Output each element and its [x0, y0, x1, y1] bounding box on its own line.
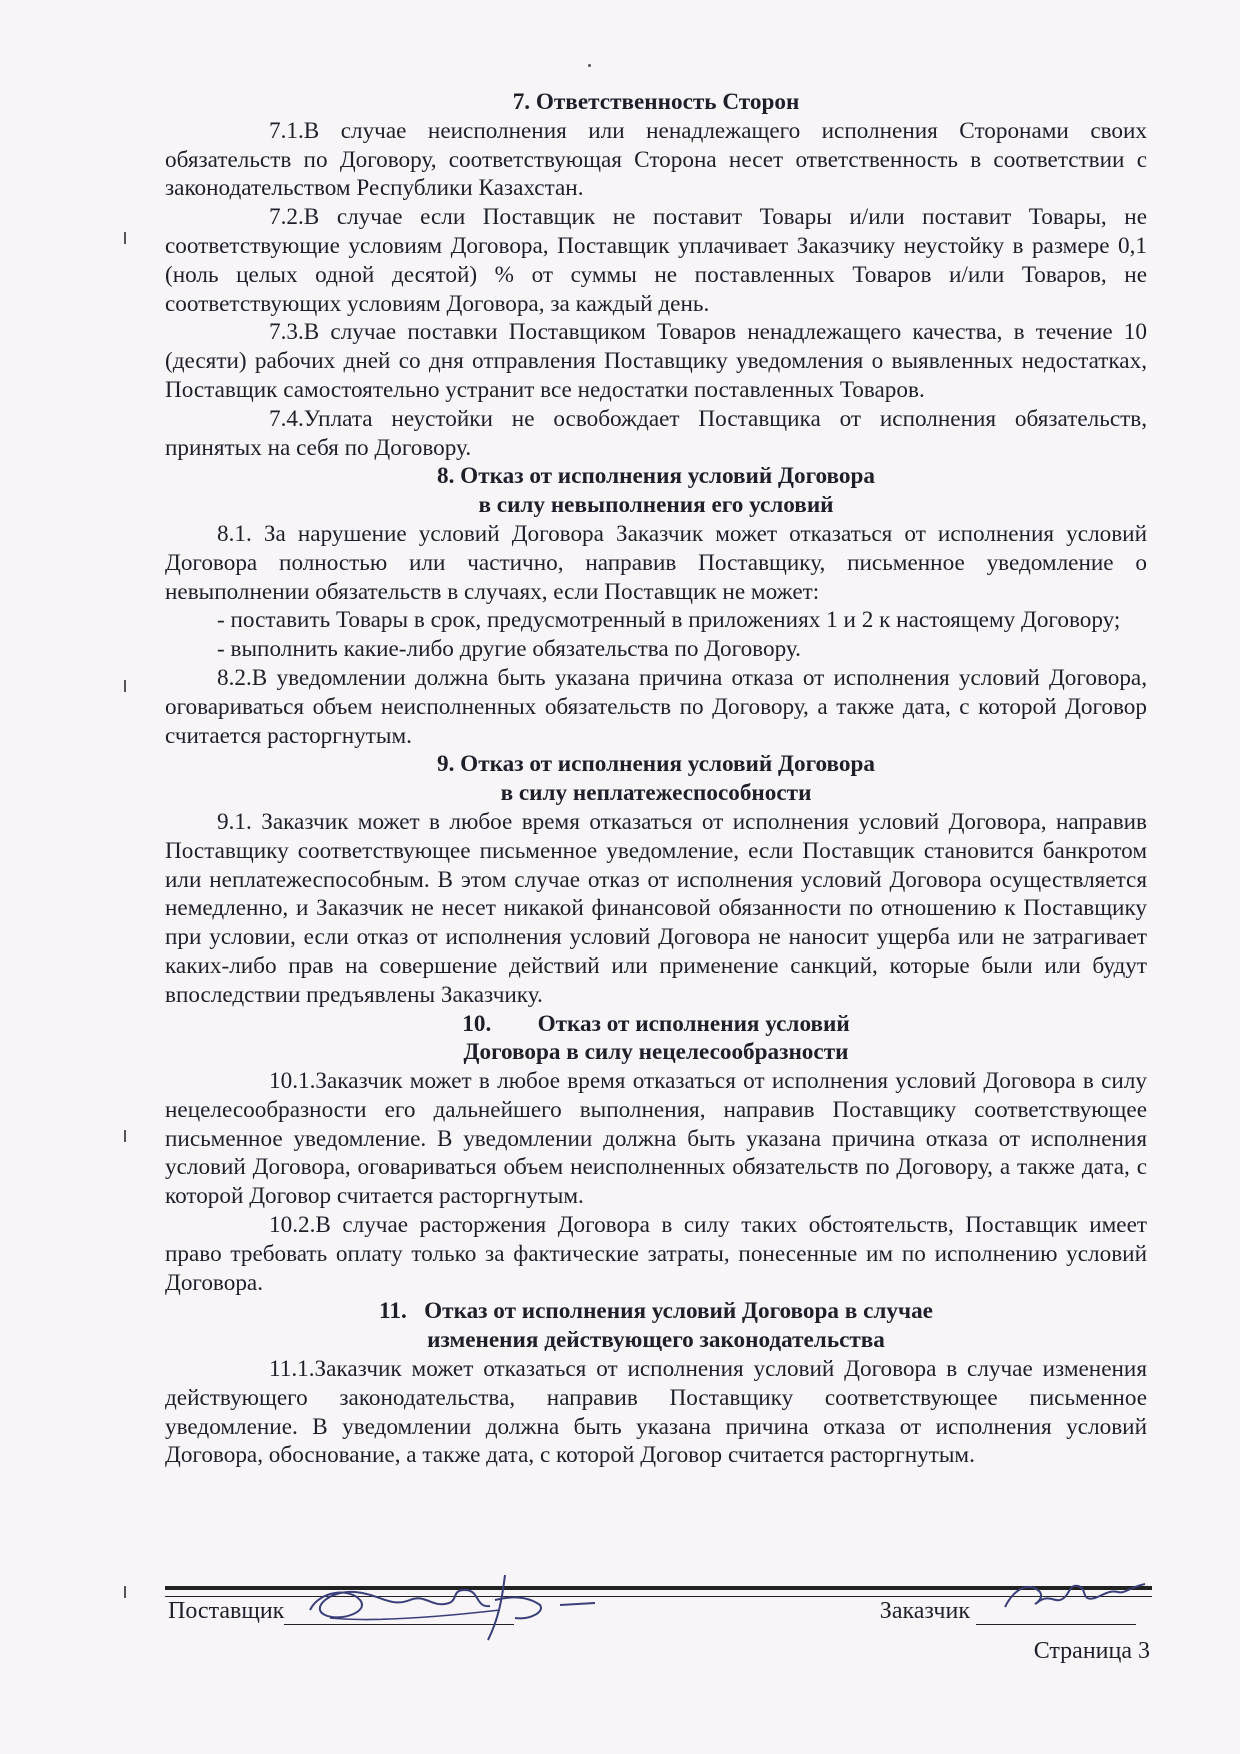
clause-7-4: 7.4.Уплата неустойки не освобождает Поставщика от исполнения обязательств, принятых на себя по Договору.: [165, 405, 1147, 461]
margin-mark: [124, 1586, 126, 1598]
list-item: - поставить Товары в срок, предусмотренный в приложениях 1 и 2 к настоящему Договору;: [217, 607, 1121, 634]
customer-handwritten-signature: [1000, 1572, 1150, 1622]
margin-mark: [124, 680, 126, 692]
section-10-subheading: Договора в силу нецелесообразности: [463, 1039, 849, 1066]
clause-10-1: 10.1.Заказчик может в любое время отказаться от исполнения условий Договора в силу нецелесообразности его дальнейшего выполнения, направив Поставщику соответствующее письменное уведомление. В уведомлении должна быть указана причина отказа от исполнения условий Договора, оговариваться объем неисполненных обязательств по Договору, а также дата, с которой Договор считается расторгнутым.: [165, 1068, 1147, 1210]
clause-7-3: 7.3.В случае поставки Поставщиком Товаров ненадлежащего качества, в течение 10 (десяти) рабочих дней со дня отправления Поставщику уведомления о выявленных недостатках, Поставщик самостоятельно устранит все недостатки поставленных Товаров.: [165, 319, 1147, 403]
supplier-label: Поставщик: [168, 1598, 285, 1624]
scan-speck: [588, 64, 591, 67]
clause-7-2: 7.2.В случае если Поставщик не поставит Товары и/или поставит Товары, не соответствующие условиям Договора, Поставщик уплачивает Заказчику неустойку в размере 0,1 (ноль целых одной десятой) % от суммы не поставленных Товаров и/или Товаров, не соответствующих условиям Договора, за каждый день.: [165, 204, 1147, 317]
clause-8-2: 8.2.В уведомлении должна быть указана причина отказа от исполнения условий Договора, оговариваться объем неисполненных обязательств по Договору, а также дата, с которой Договор считается расторгнутым.: [165, 664, 1147, 749]
section-10-heading: 10. Отказ от исполнения условий: [462, 1010, 850, 1037]
clause-7-1: 7.1.В случае неисполнения или ненадлежащего исполнения Сторонами своих обязательств по Договору, соответствующая Сторона несет ответственность в соответствии с законодательством Республики Казахстан.: [165, 117, 1147, 202]
section-11-subheading: изменения действующего законодательства: [427, 1327, 885, 1354]
section-9-subheading: в силу неплатежеспособности: [500, 780, 812, 807]
margin-mark: [124, 1130, 126, 1142]
section-7-heading: 7. Ответственность Сторон: [512, 89, 800, 115]
clause-10-2: 10.2.В случае расторжения Договора в силу таких обстоятельств, Поставщик имеет право требовать оплату только за фактические затраты, понесенные им по исполнению условий Договора.: [165, 1212, 1147, 1296]
supplier-handwritten-signature: [290, 1560, 620, 1650]
customer-label: Заказчик: [879, 1598, 970, 1624]
list-item: - выполнить какие-либо другие обязательства по Договору.: [217, 636, 801, 663]
section-11-heading: 11. Отказ от исполнения условий Договора в случае: [379, 1298, 933, 1325]
margin-mark: [124, 232, 126, 244]
clause-9-1: 9.1. Заказчик может в любое время отказаться от исполнения условий Договора, направив Поставщику соответствующее письменное уведомление, если Поставщик становится банкротом или неплатежеспособным. В этом случае отказ от исполнения условий Договора осуществляется немедленно, и Заказчик не несет никакой финансовой обязанности по отношению к Поставщику при условии, если отказ от исполнения условий Договора не наносит ущерба или не затрагивает каких-либо прав на совершение действий или применение санкций, которые были или будут впоследствии предъявлены Заказчику.: [165, 808, 1147, 1008]
page-number: Страница 3: [1033, 1638, 1150, 1664]
section-9-heading: 9. Отказ от исполнения условий Договора: [436, 751, 876, 778]
clause-11-1: 11.1.Заказчик может отказаться от исполнения условий Договора в случае изменения действующего законодательства, направив Поставщику соответствующее письменное уведомление. В уведомлении должна быть указана причина отказа от исполнения условий Договора, обоснование, а также дата, с которой Договор считается расторгнутым.: [165, 1356, 1147, 1469]
clause-8-1: 8.1. За нарушение условий Договора Заказчик может отказаться от исполнения условий Договора полностью или частично, направив Поставщику, письменное уведомление о невыполнении обязательств в случаях, если Поставщик не может:: [165, 520, 1147, 605]
document-body: [165, 88, 1147, 1470]
section-8-subheading: в силу невыполнения его условий: [478, 492, 834, 519]
section-8-heading: 8. Отказ от исполнения условий Договора: [436, 463, 876, 490]
